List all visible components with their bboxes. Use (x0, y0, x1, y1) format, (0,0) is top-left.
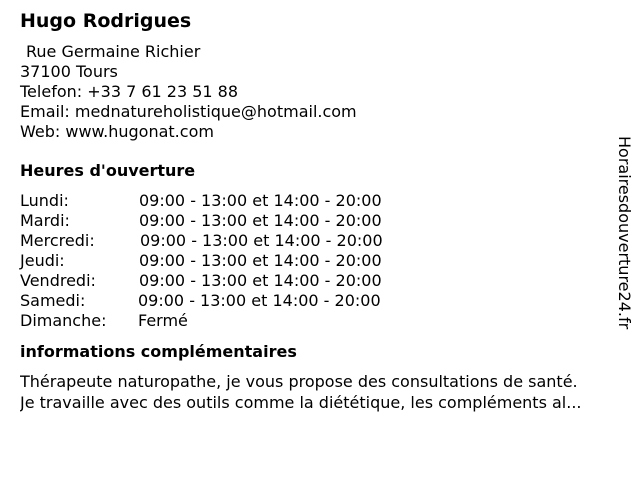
day-label: Samedi: (20, 291, 86, 310)
hours-row-lundi (20, 191, 620, 211)
hours-row-samedi (20, 291, 620, 311)
email-line: Email: mednatureholistique@hotmail.com (20, 102, 357, 121)
time-value: 09:00 - 13:00 et 14:00 - 20:00 (139, 271, 382, 290)
time-value: 09:00 - 13:00 et 14:00 - 20:00 (139, 251, 382, 270)
day-label: Mercredi: (20, 231, 95, 250)
info-heading: informations complémentaires (20, 342, 297, 361)
time-value: Fermé (138, 311, 188, 330)
time-value: 09:00 - 13:00 et 14:00 - 20:00 (140, 231, 383, 250)
description-line-2: Je travaille avec des outils comme la diététique, les compléments al... (20, 393, 582, 412)
hours-heading: Heures d'ouverture (20, 161, 196, 180)
day-label: Dimanche: (20, 311, 107, 330)
description-line-1: Thérapeute naturopathe, je vous propose des consultations de santé. (20, 372, 578, 391)
time-value: 09:00 - 13:00 et 14:00 - 20:00 (138, 291, 381, 310)
hours-table (20, 191, 620, 331)
day-label: Jeudi: (20, 251, 65, 270)
hours-row-dimanche (20, 311, 620, 331)
web-line: Web: www.hugonat.com (20, 122, 214, 141)
day-label: Lundi: (20, 191, 69, 210)
time-value: 09:00 - 13:00 et 14:00 - 20:00 (139, 191, 382, 210)
hours-row-mercredi (20, 231, 620, 251)
street-address: Rue Germaine Richier (26, 42, 201, 61)
day-label: Vendredi: (20, 271, 96, 290)
city-postal: 37100 Tours (20, 62, 118, 81)
hours-row-mardi (20, 211, 620, 231)
site-watermark: Horairesdouverture24.fr (615, 136, 634, 330)
business-card (20, 8, 620, 413)
business-name: Hugo Rodrigues (20, 10, 192, 32)
day-label: Mardi: (20, 211, 70, 230)
phone-line: Telefon: +33 7 61 23 51 88 (20, 82, 239, 101)
hours-row-vendredi (20, 271, 620, 291)
hours-row-jeudi (20, 251, 620, 271)
time-value: 09:00 - 13:00 et 14:00 - 20:00 (139, 211, 382, 230)
